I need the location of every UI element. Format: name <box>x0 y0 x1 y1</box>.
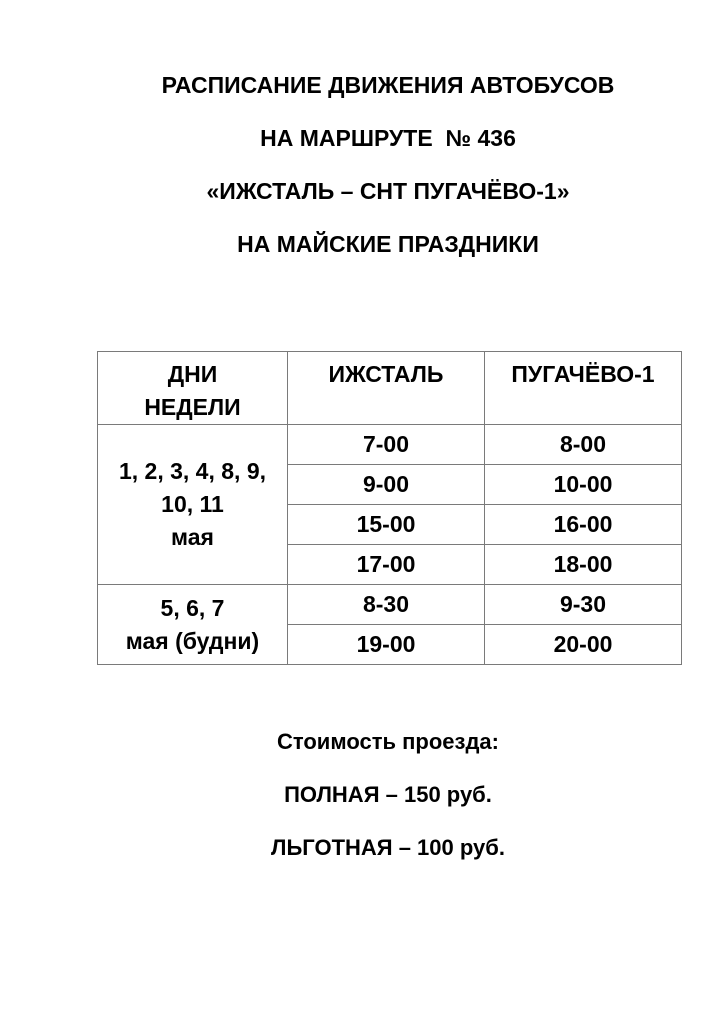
departure-pugachevo: 20-00 <box>485 625 682 665</box>
fare-reduced: ЛЬГОТНАЯ – 100 руб. <box>271 835 505 860</box>
title-line-4: НА МАЙСКИЕ ПРАЗДНИКИ <box>237 231 539 257</box>
header-days <box>98 352 288 425</box>
departure-izhstal: 19-00 <box>288 625 485 665</box>
fare-info <box>0 729 724 888</box>
schedule-title <box>0 72 724 284</box>
days-cell-holidays <box>98 425 288 585</box>
departure-izhstal: 7-00 <box>288 425 485 465</box>
header-pugachevo: ПУГАЧЁВО-1 <box>485 352 682 425</box>
departure-pugachevo: 10-00 <box>485 465 682 505</box>
departure-pugachevo: 9-30 <box>485 585 682 625</box>
days-line: 5, 6, 7 <box>160 594 225 621</box>
table-row <box>98 585 682 625</box>
departure-izhstal: 15-00 <box>288 505 485 545</box>
header-days-line-2: НЕДЕЛИ <box>144 394 241 420</box>
header-days-line-1: ДНИ <box>167 361 218 387</box>
schedule-table <box>97 351 682 665</box>
title-line-1: РАСПИСАНИЕ ДВИЖЕНИЯ АВТОБУСОВ <box>161 72 615 98</box>
fare-heading: Стоимость проезда: <box>277 729 499 754</box>
departure-pugachevo: 16-00 <box>485 505 682 545</box>
fare-full: ПОЛНАЯ – 150 руб. <box>284 782 492 807</box>
departure-izhstal: 9-00 <box>288 465 485 505</box>
days-line: мая <box>171 524 214 550</box>
title-line-3: «ИЖСТАЛЬ – СНТ ПУГАЧЁВО-1» <box>206 178 570 204</box>
departure-pugachevo: 18-00 <box>485 545 682 585</box>
table-row <box>98 425 682 465</box>
days-line: 1, 2, 3, 4, 8, 9, <box>118 458 267 484</box>
departure-pugachevo: 8-00 <box>485 425 682 465</box>
days-line: мая (будни) <box>125 627 260 654</box>
table-header-row <box>98 352 682 425</box>
days-line: 10, 11 <box>161 491 224 517</box>
departure-izhstal: 8-30 <box>288 585 485 625</box>
departure-izhstal: 17-00 <box>288 545 485 585</box>
days-cell-weekdays <box>98 585 288 665</box>
title-line-2: НА МАРШРУТЕ № 436 <box>260 125 516 151</box>
header-izhstal: ИЖСТАЛЬ <box>288 352 485 425</box>
